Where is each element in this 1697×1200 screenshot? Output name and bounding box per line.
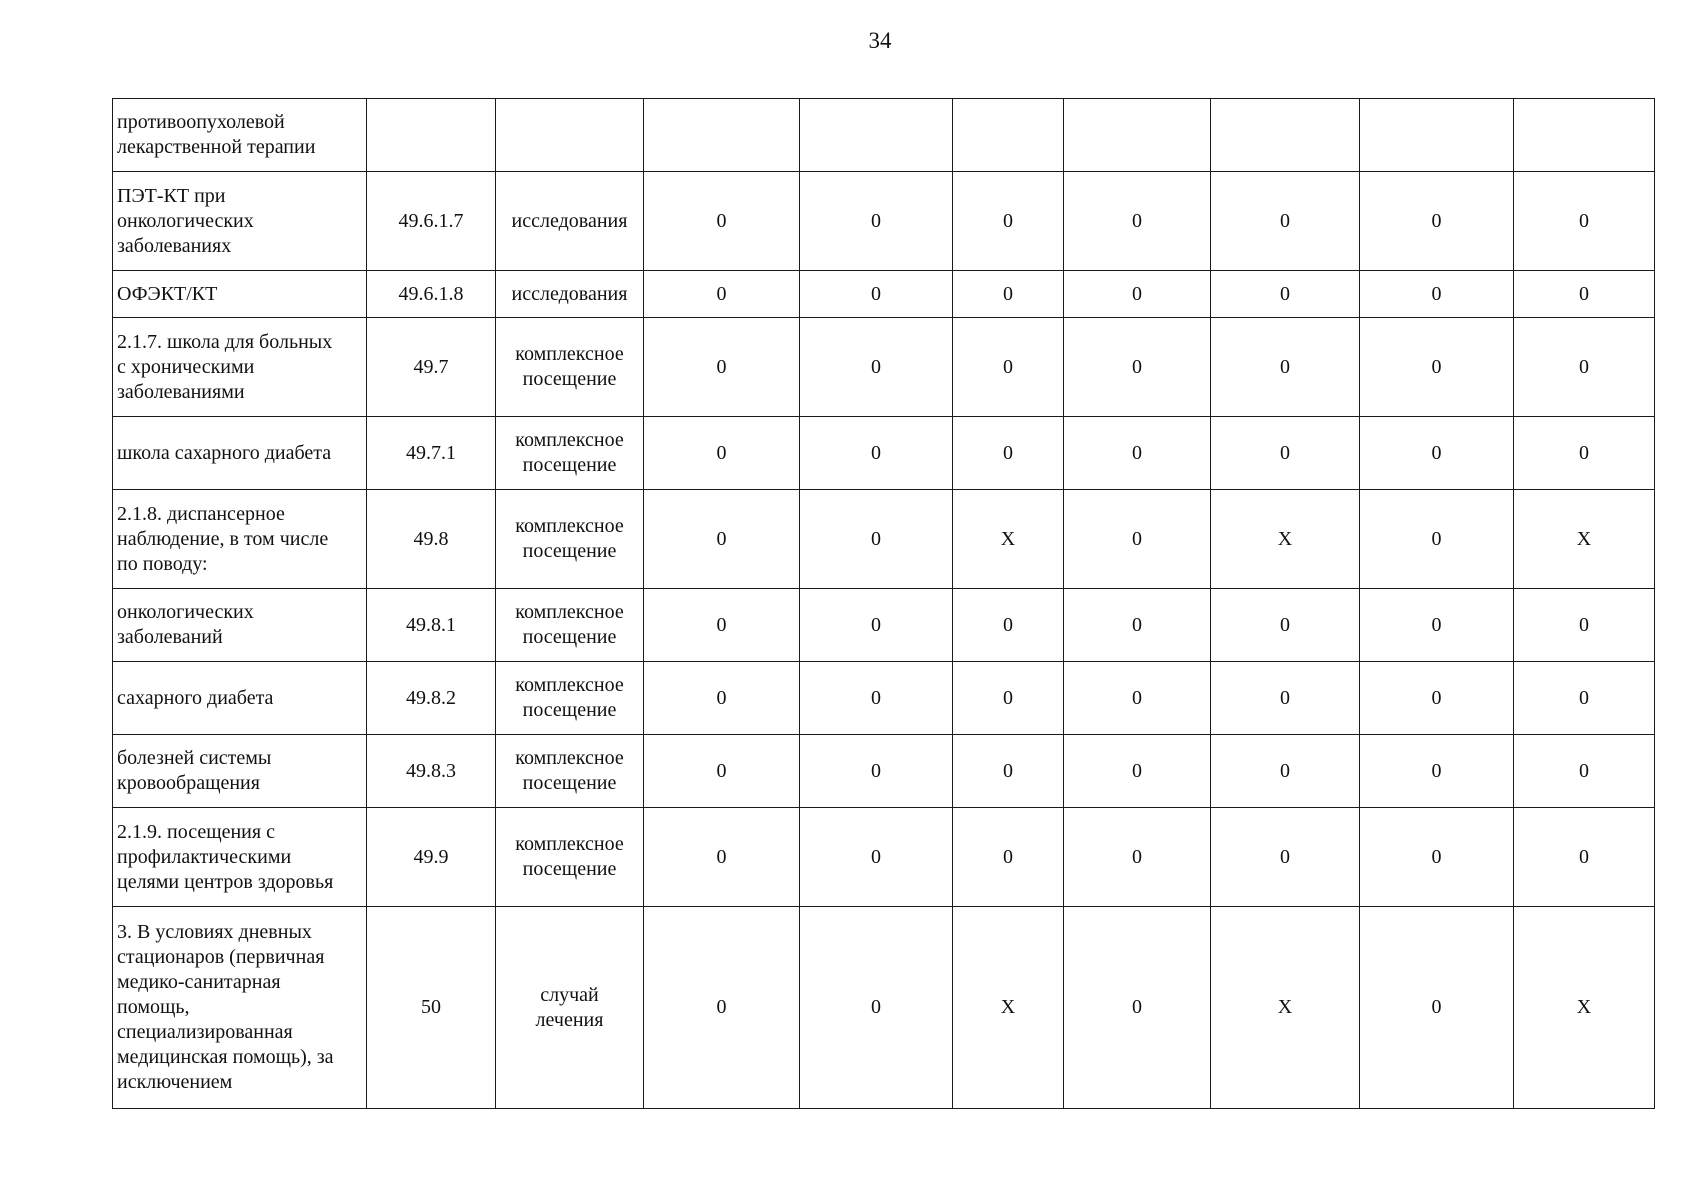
- row-unit: комплексное посещение: [515, 429, 624, 476]
- value-cell: X: [953, 907, 1064, 1109]
- row-name: ОФЭКТ/КТ: [117, 282, 218, 305]
- table-row: [113, 907, 1655, 1109]
- value-cell: 0: [1360, 735, 1514, 808]
- row-name-cell: [113, 589, 367, 662]
- value-cell: 0: [1360, 589, 1514, 662]
- table-row: [113, 172, 1655, 271]
- row-unit: комплексное посещение: [515, 747, 624, 794]
- row-unit-cell: [496, 172, 644, 271]
- value-cell: 0: [1514, 417, 1655, 490]
- value-cell: X: [953, 490, 1064, 589]
- row-name: ПЭТ-КТ при онкологических заболеваниях: [117, 184, 254, 257]
- data-table: [112, 98, 1655, 1109]
- value-cell: 0: [800, 907, 953, 1109]
- row-unit: случай лечения: [535, 983, 604, 1031]
- value-cell: 0: [644, 490, 800, 589]
- value-cell: 0: [644, 271, 800, 318]
- row-name: болезней системы кровообращения: [117, 747, 272, 794]
- value-cell: 0: [644, 589, 800, 662]
- table-row: [113, 417, 1655, 490]
- row-name-cell: [113, 172, 367, 271]
- value-cell: 0: [1514, 318, 1655, 417]
- value-cell: 0: [1211, 417, 1360, 490]
- row-code: 49.9: [367, 808, 496, 907]
- value-cell: 0: [1064, 417, 1211, 490]
- value-cell: 0: [953, 271, 1064, 318]
- value-cell: [800, 99, 953, 172]
- value-cell: 0: [953, 589, 1064, 662]
- value-cell: 0: [1211, 271, 1360, 318]
- row-unit: комплексное посещение: [515, 833, 624, 880]
- row-name: школа сахарного диабета: [117, 441, 332, 464]
- table-row: [113, 662, 1655, 735]
- value-cell: 0: [1211, 172, 1360, 271]
- value-cell: 0: [800, 808, 953, 907]
- value-cell: 0: [800, 318, 953, 417]
- table-body: [113, 99, 1655, 1109]
- value-cell: 0: [953, 662, 1064, 735]
- row-unit-cell: [496, 318, 644, 417]
- value-cell: 0: [1360, 808, 1514, 907]
- value-cell: 0: [644, 318, 800, 417]
- value-cell: [1211, 99, 1360, 172]
- row-name-cell: [113, 417, 367, 490]
- value-cell: 0: [1514, 172, 1655, 271]
- row-code: 49.8.1: [367, 589, 496, 662]
- row-unit: исследования: [511, 209, 628, 232]
- value-cell: 0: [800, 662, 953, 735]
- value-cell: 0: [1211, 808, 1360, 907]
- row-name-cell: [113, 907, 367, 1109]
- table-row: [113, 490, 1655, 589]
- row-name-cell: [113, 735, 367, 808]
- value-cell: 0: [1064, 662, 1211, 735]
- row-code: 49.7.1: [367, 417, 496, 490]
- row-name: 2.1.8. диспансерное наблюдение, в том числе по поводу:: [117, 502, 329, 575]
- row-unit-cell: [496, 490, 644, 589]
- row-code: 49.7: [367, 318, 496, 417]
- value-cell: 0: [1360, 662, 1514, 735]
- table-row: [113, 318, 1655, 417]
- value-cell: 0: [953, 808, 1064, 907]
- value-cell: 0: [800, 735, 953, 808]
- value-cell: [1514, 99, 1655, 172]
- row-unit-cell: [496, 907, 644, 1109]
- value-cell: 0: [644, 662, 800, 735]
- value-cell: 0: [1514, 271, 1655, 318]
- value-cell: 0: [1064, 490, 1211, 589]
- row-name-cell: [113, 662, 367, 735]
- value-cell: 0: [1064, 318, 1211, 417]
- row-name: противоопухолевой лекарственной терапии: [117, 111, 316, 158]
- value-cell: [1360, 99, 1514, 172]
- row-code: 50: [367, 907, 496, 1109]
- value-cell: 0: [1360, 318, 1514, 417]
- value-cell: [644, 99, 800, 172]
- value-cell: 0: [800, 417, 953, 490]
- row-unit: комплексное посещение: [515, 343, 624, 390]
- value-cell: 0: [644, 735, 800, 808]
- value-cell: 0: [1514, 589, 1655, 662]
- value-cell: 0: [644, 172, 800, 271]
- value-cell: 0: [800, 271, 953, 318]
- row-code: 49.8.3: [367, 735, 496, 808]
- row-code: 49.6.1.8: [367, 271, 496, 318]
- row-unit-cell: [496, 99, 644, 172]
- value-cell: 0: [1360, 172, 1514, 271]
- row-unit-cell: [496, 589, 644, 662]
- row-name: 2.1.9. посещения с профилактическими целями центров здоровья: [117, 820, 334, 893]
- row-code: 49.6.1.7: [367, 172, 496, 271]
- value-cell: 0: [953, 417, 1064, 490]
- row-unit: исследования: [511, 282, 628, 305]
- table-row: [113, 99, 1655, 172]
- value-cell: 0: [1064, 172, 1211, 271]
- value-cell: 0: [1211, 318, 1360, 417]
- table-row: [113, 589, 1655, 662]
- page-number: 34: [868, 28, 892, 53]
- value-cell: 0: [800, 172, 953, 271]
- row-name-cell: [113, 490, 367, 589]
- value-cell: 0: [953, 172, 1064, 271]
- value-cell: 0: [1360, 490, 1514, 589]
- row-code: [367, 99, 496, 172]
- row-unit: комплексное посещение: [515, 674, 624, 721]
- value-cell: 0: [644, 808, 800, 907]
- value-cell: 0: [800, 589, 953, 662]
- value-cell: 0: [1064, 589, 1211, 662]
- row-name: 3. В условиях дневных стационаров (первичная медико-санитарная помощь, специализированная медицинская помощь), за исключением: [117, 921, 334, 1093]
- row-unit-cell: [496, 662, 644, 735]
- table-row: [113, 808, 1655, 907]
- row-name-cell: [113, 271, 367, 318]
- value-cell: 0: [1360, 907, 1514, 1109]
- value-cell: X: [1211, 490, 1360, 589]
- value-cell: X: [1514, 907, 1655, 1109]
- value-cell: 0: [644, 417, 800, 490]
- row-name: онкологических заболеваний: [117, 601, 254, 648]
- value-cell: 0: [1064, 735, 1211, 808]
- row-unit-cell: [496, 808, 644, 907]
- value-cell: 0: [953, 735, 1064, 808]
- value-cell: 0: [1211, 662, 1360, 735]
- value-cell: [953, 99, 1064, 172]
- row-code: 49.8.2: [367, 662, 496, 735]
- row-unit-cell: [496, 735, 644, 808]
- row-code: 49.8: [367, 490, 496, 589]
- value-cell: 0: [1211, 735, 1360, 808]
- value-cell: 0: [800, 490, 953, 589]
- value-cell: 0: [1514, 808, 1655, 907]
- value-cell: 0: [1514, 662, 1655, 735]
- value-cell: 0: [1360, 417, 1514, 490]
- row-unit-cell: [496, 271, 644, 318]
- row-unit: комплексное посещение: [515, 515, 624, 562]
- table-row: [113, 271, 1655, 318]
- value-cell: X: [1514, 490, 1655, 589]
- table-row: [113, 735, 1655, 808]
- value-cell: 0: [1211, 589, 1360, 662]
- row-name-cell: [113, 99, 367, 172]
- value-cell: 0: [1064, 271, 1211, 318]
- row-unit: комплексное посещение: [515, 601, 624, 648]
- value-cell: 0: [1064, 808, 1211, 907]
- value-cell: 0: [1064, 907, 1211, 1109]
- row-name-cell: [113, 808, 367, 907]
- value-cell: 0: [1360, 271, 1514, 318]
- value-cell: 0: [1514, 735, 1655, 808]
- row-name-cell: [113, 318, 367, 417]
- value-cell: 0: [644, 907, 800, 1109]
- value-cell: 0: [953, 318, 1064, 417]
- row-name: 2.1.7. школа для больных с хроническими заболеваниями: [117, 330, 333, 403]
- row-unit-cell: [496, 417, 644, 490]
- row-name: сахарного диабета: [117, 686, 274, 709]
- value-cell: [1064, 99, 1211, 172]
- value-cell: X: [1211, 907, 1360, 1109]
